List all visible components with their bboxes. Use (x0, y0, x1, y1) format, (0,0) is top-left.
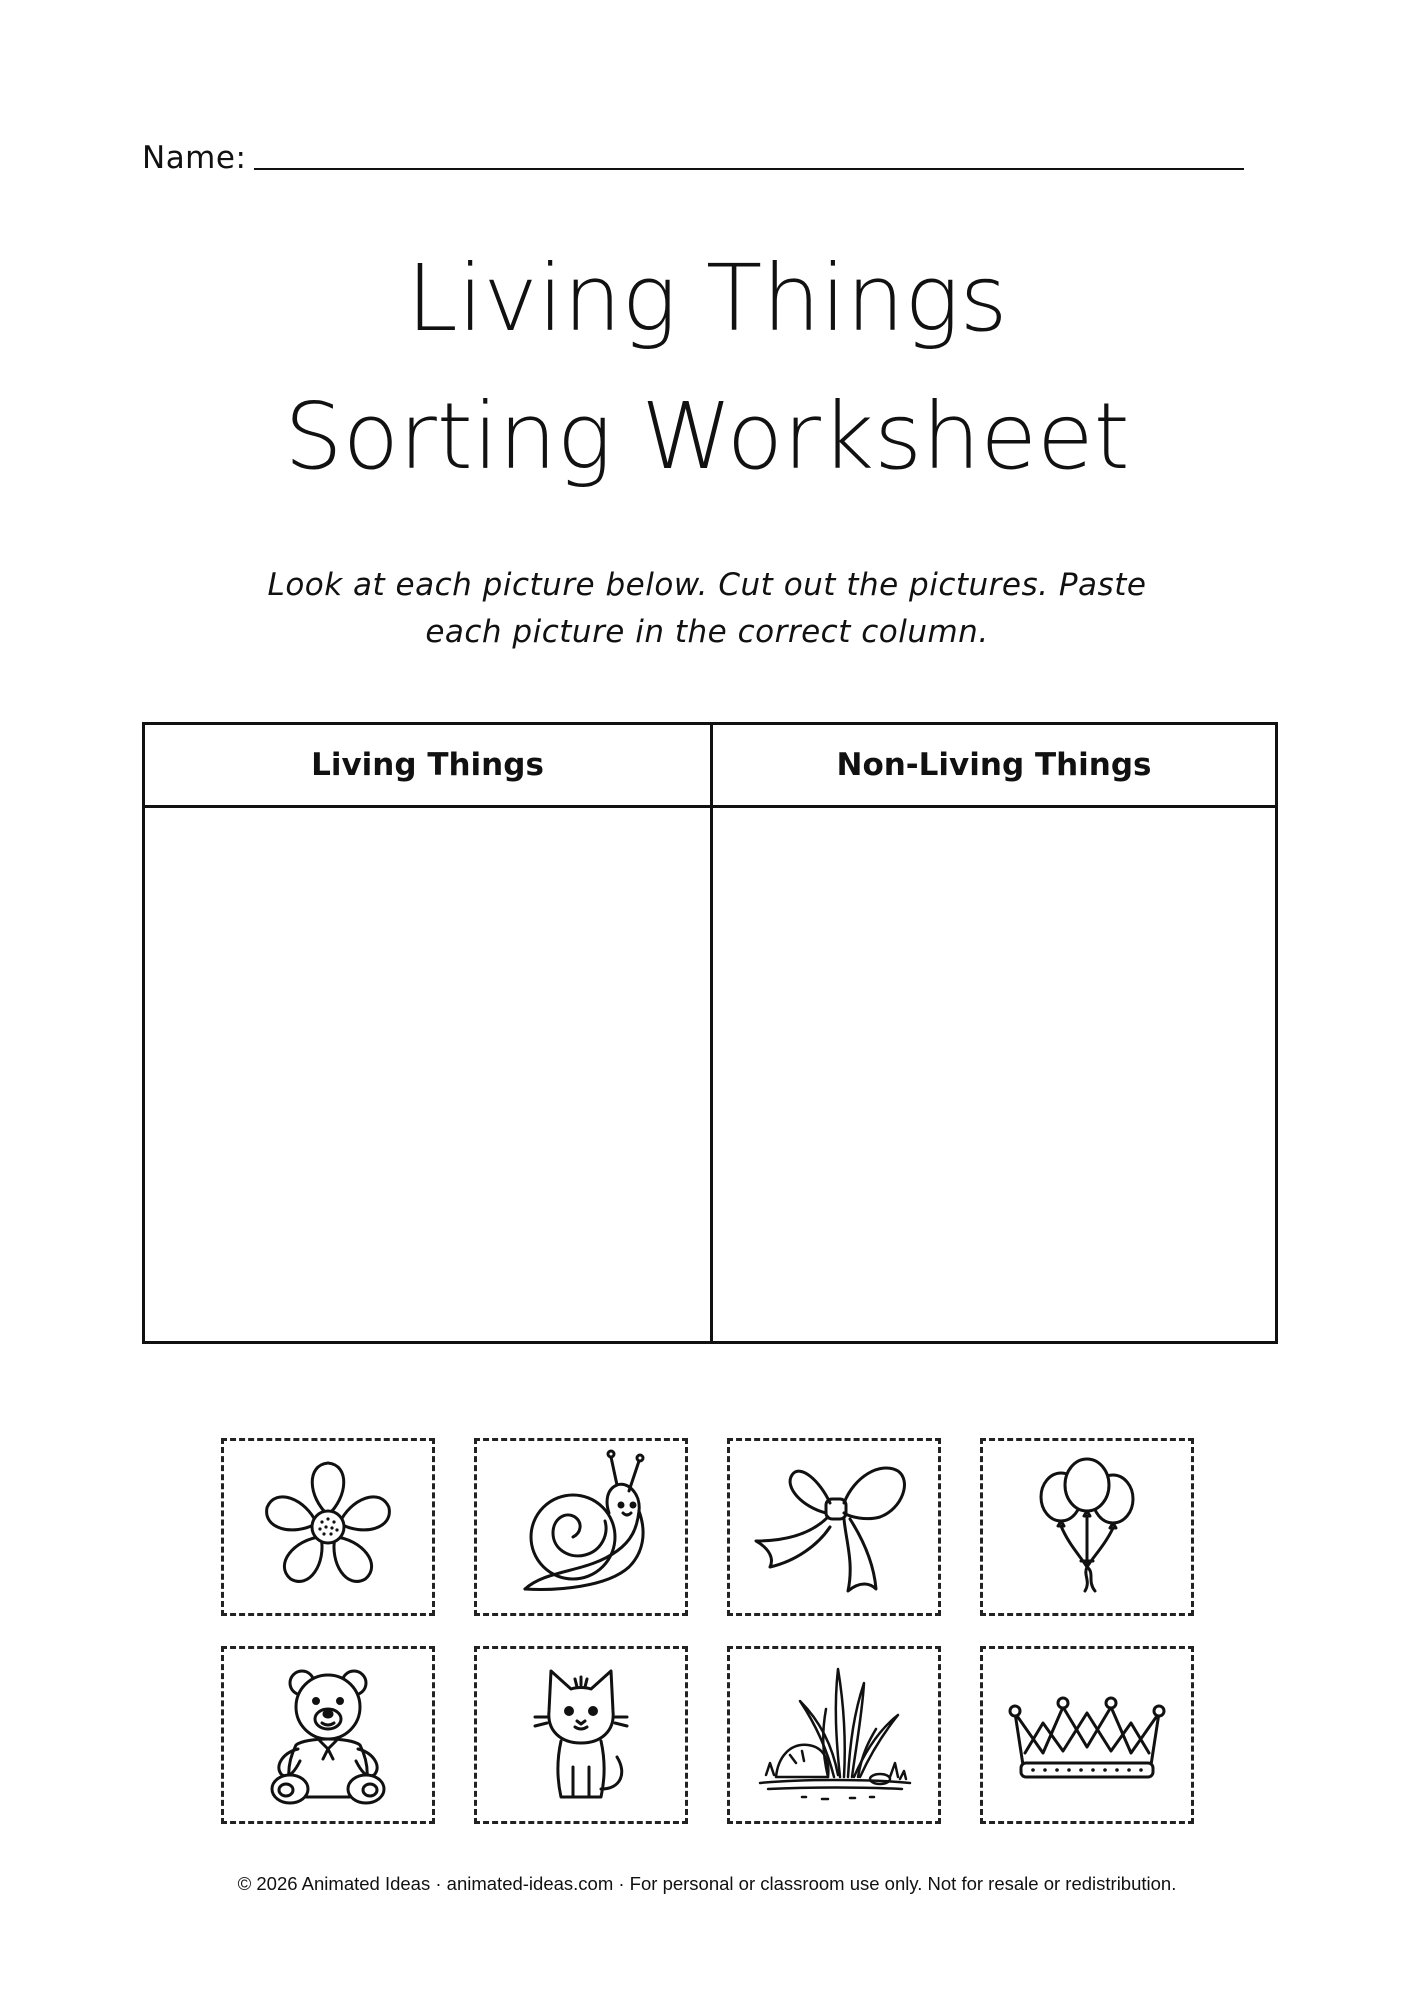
cutout-card-bow[interactable] (727, 1438, 941, 1616)
instructions-line-2: each picture in the correct column. (425, 614, 989, 650)
instructions (0, 562, 1414, 656)
grass-rock-icon (730, 1649, 938, 1821)
non-living-things-header: Non-Living Things (836, 747, 1152, 783)
copyright-footer: © 2026 Animated Ideas · animated-ideas.com · For personal or classroom use only. Not for resale or redistribution. (237, 1873, 1177, 1894)
sorting-table (142, 722, 1278, 1344)
living-things-drop-zone[interactable] (145, 808, 710, 1341)
crown-icon (983, 1649, 1191, 1821)
flower-icon (224, 1441, 432, 1613)
cutout-card-balloons[interactable] (980, 1438, 1194, 1616)
cutout-card-cat[interactable] (474, 1646, 688, 1824)
instructions-line-1: Look at each picture below. Cut out the pictures. Paste (267, 567, 1147, 603)
cat-icon (477, 1649, 685, 1821)
cutout-card-flower[interactable] (221, 1438, 435, 1616)
title-line-1: Living Things (406, 245, 1008, 352)
bow-icon (730, 1441, 938, 1613)
page-title (0, 230, 1414, 506)
name-field-row (142, 140, 1252, 176)
non-living-things-drop-zone[interactable] (713, 808, 1275, 1341)
name-write-line[interactable] (254, 168, 1244, 170)
cutout-card-snail[interactable] (474, 1438, 688, 1616)
cutout-card-grass-rock[interactable] (727, 1646, 941, 1824)
cutout-card-teddy-bear[interactable] (221, 1646, 435, 1824)
snail-icon (477, 1441, 685, 1613)
teddy-bear-icon (224, 1649, 432, 1821)
living-things-header: Living Things (311, 747, 544, 783)
cutout-card-crown[interactable] (980, 1646, 1194, 1824)
title-line-2: Sorting Worksheet (284, 383, 1130, 490)
balloons-icon (983, 1441, 1191, 1613)
name-label: Name: (142, 140, 247, 176)
